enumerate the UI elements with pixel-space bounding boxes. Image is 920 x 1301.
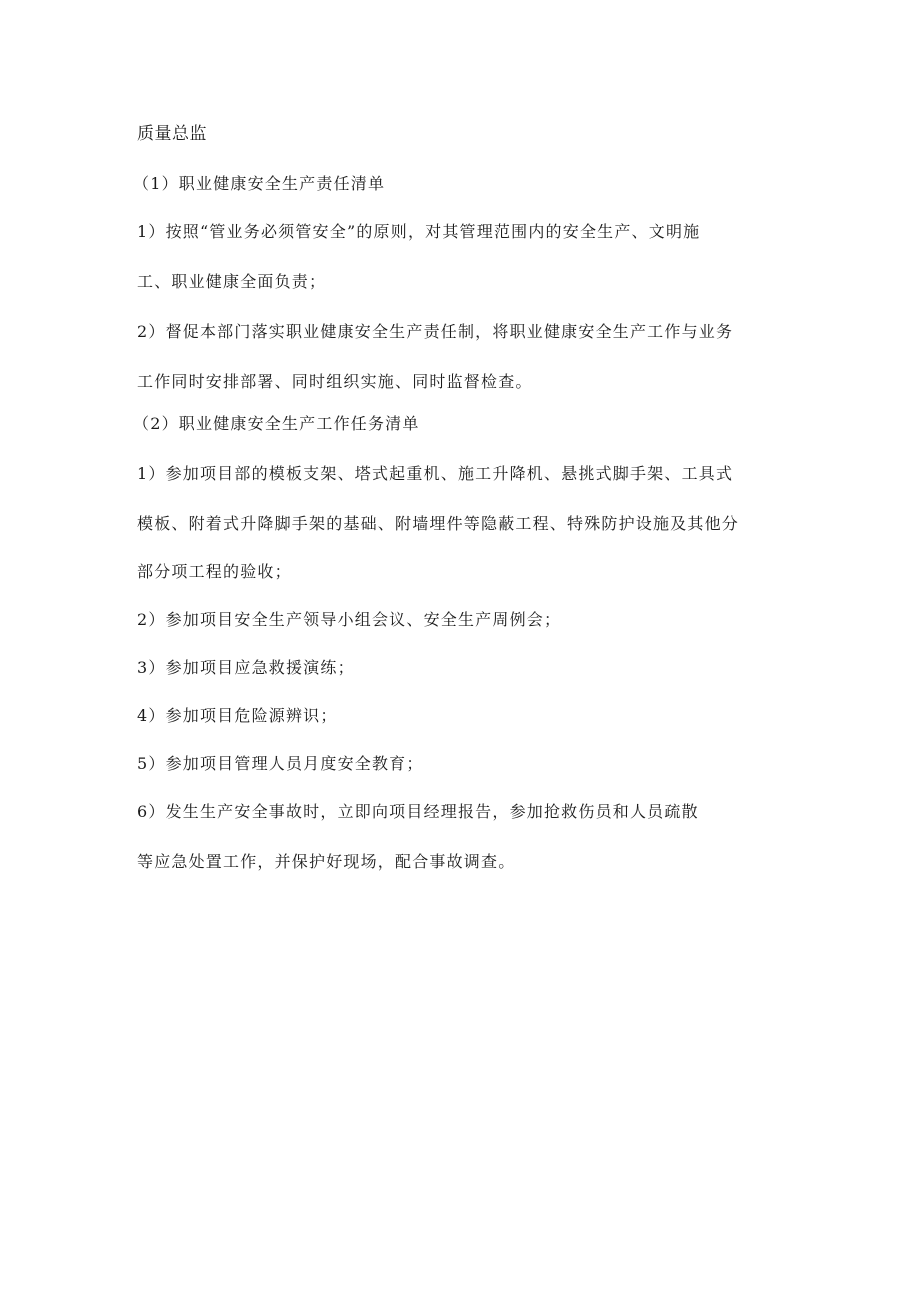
section-heading-responsibility-list: （1）职业健康安全生产责任清单 [133,174,386,193]
responsibility-item-2-line-1: 2）督促本部门落实职业健康安全生产责任制，将职业健康安全生产工作与业务 [137,322,734,341]
responsibility-item-1-line-1: 1）按照“管业务必须管安全”的原则，对其管理范围内的安全生产、文明施 [137,222,701,241]
task-item-1-line-2: 模板、附着式升降脚手架的基础、附墙埋件等隐蔽工程、特殊防护设施及其他分 [137,514,740,533]
task-item-1-line-3: 部分项工程的验收； [137,562,292,581]
responsibility-item-1-line-2: 工、职业健康全面负责； [137,272,327,291]
task-item-6-line-2: 等应急处置工作，并保护好现场，配合事故调查。 [137,852,516,871]
task-item-1-line-1: 1）参加项目部的模板支架、塔式起重机、施工升降机、悬挑式脚手架、工具式 [137,464,734,483]
section-heading-task-list: （2）职业健康安全生产工作任务清单 [133,414,420,433]
task-item-4: 4）参加项目危险源辨识； [137,706,338,725]
task-item-5: 5）参加项目管理人员月度安全教育； [137,754,424,773]
task-item-2: 2）参加项目安全生产领导小组会议、安全生产周例会； [137,610,562,629]
task-item-3: 3）参加项目应急救援演练； [137,658,355,677]
document-title: 质量总监 [137,124,207,144]
task-item-6-line-1: 6）发生生产安全事故时，立即向项目经理报告，参加抢救伤员和人员疏散 [137,802,699,821]
responsibility-item-2-line-2: 工作同时安排部署、同时组织实施、同时监督检查。 [137,372,533,391]
